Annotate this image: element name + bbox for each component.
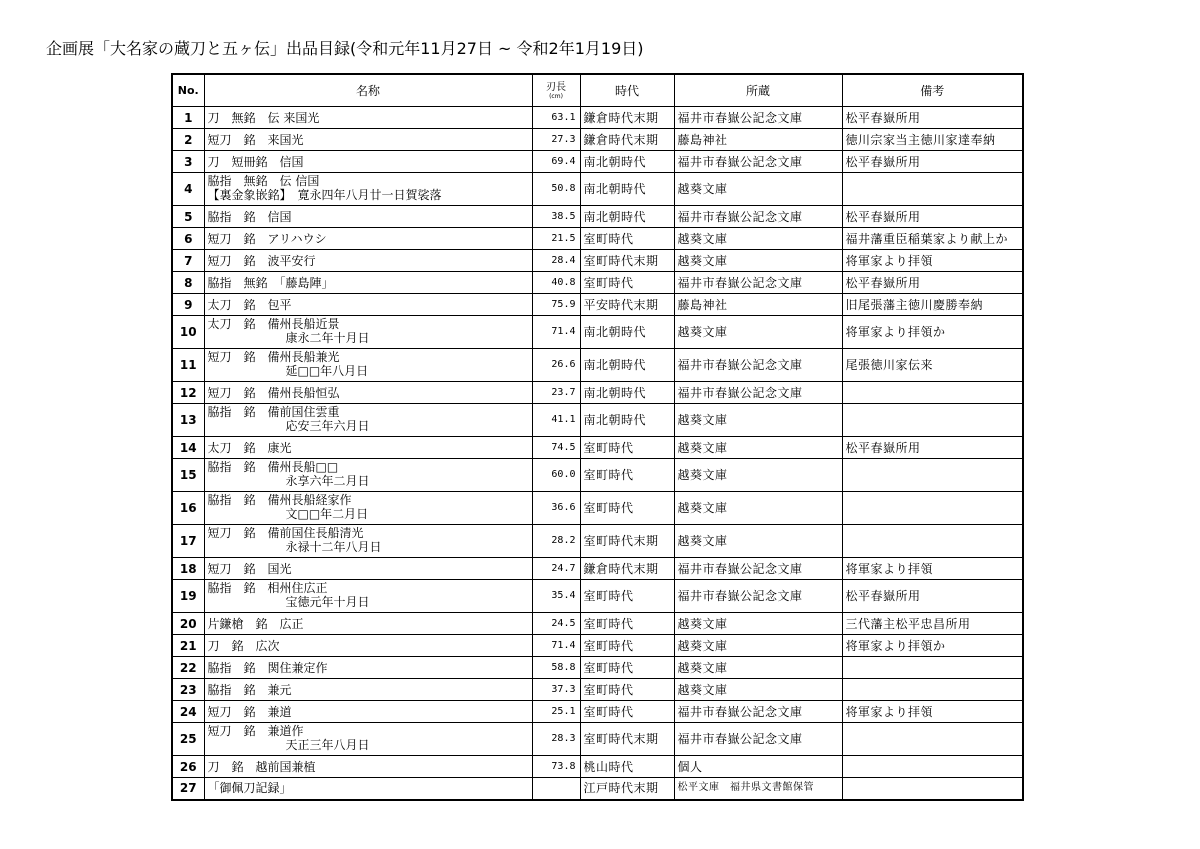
table-row bbox=[172, 701, 1023, 723]
table-row bbox=[172, 404, 1023, 437]
table-row bbox=[172, 613, 1023, 635]
row-name bbox=[204, 250, 532, 272]
header-length bbox=[532, 74, 580, 107]
row-name bbox=[204, 679, 532, 701]
row-name bbox=[204, 228, 532, 250]
row-no: 13 bbox=[172, 404, 204, 437]
row-owner: 福井市春嶽公記念文庫 bbox=[674, 701, 842, 723]
table-row bbox=[172, 206, 1023, 228]
row-owner: 越葵文庫 bbox=[674, 250, 842, 272]
table-row bbox=[172, 349, 1023, 382]
row-name bbox=[204, 316, 532, 349]
table-row bbox=[172, 723, 1023, 756]
row-name-line1: 短刀 銘 備州長船恒弘 bbox=[207, 385, 340, 400]
row-length: 73.8 bbox=[532, 756, 580, 778]
row-remarks bbox=[842, 459, 1023, 492]
table-row bbox=[172, 657, 1023, 679]
row-name bbox=[204, 701, 532, 723]
row-no: 8 bbox=[172, 272, 204, 294]
row-name-line1: 脇指 無銘 「藤島陣」 bbox=[207, 275, 334, 290]
row-owner: 越葵文庫 bbox=[674, 525, 842, 558]
row-no: 1 bbox=[172, 107, 204, 129]
row-name-line2: 延□□年八月日 bbox=[285, 364, 369, 378]
table-row bbox=[172, 173, 1023, 206]
row-remarks: 三代藩主松平忠昌所用 bbox=[842, 613, 1023, 635]
header-length-unit: (cm) bbox=[549, 92, 563, 100]
row-no: 21 bbox=[172, 635, 204, 657]
row-no: 11 bbox=[172, 349, 204, 382]
row-name-line1: 刀 短冊銘 信国 bbox=[207, 154, 304, 169]
row-length: 41.1 bbox=[532, 404, 580, 437]
row-period: 平安時代末期 bbox=[580, 294, 674, 316]
table-body bbox=[172, 107, 1023, 800]
row-name-line1: 脇指 銘 備前国住雲重 bbox=[207, 405, 340, 419]
row-name-line1: 短刀 銘 兼道作 bbox=[207, 724, 304, 738]
row-name bbox=[204, 349, 532, 382]
row-no: 3 bbox=[172, 151, 204, 173]
row-length: 71.4 bbox=[532, 316, 580, 349]
table-row bbox=[172, 272, 1023, 294]
row-owner: 越葵文庫 bbox=[674, 459, 842, 492]
row-length: 35.4 bbox=[532, 580, 580, 613]
row-period: 室町時代 bbox=[580, 580, 674, 613]
row-remarks bbox=[842, 778, 1023, 800]
row-owner: 越葵文庫 bbox=[674, 404, 842, 437]
row-name bbox=[204, 173, 532, 206]
row-length: 28.4 bbox=[532, 250, 580, 272]
row-length: 75.9 bbox=[532, 294, 580, 316]
row-period: 室町時代 bbox=[580, 492, 674, 525]
row-name-line1: 脇指 銘 備州長船□□ bbox=[207, 460, 339, 474]
row-period: 室町時代 bbox=[580, 635, 674, 657]
row-name-line1: 「御佩刀記録」 bbox=[207, 781, 292, 796]
row-remarks: 松平春嶽所用 bbox=[842, 107, 1023, 129]
row-name bbox=[204, 492, 532, 525]
row-name bbox=[204, 558, 532, 580]
row-name-line1: 短刀 銘 波平安行 bbox=[207, 253, 316, 268]
row-length: 38.5 bbox=[532, 206, 580, 228]
row-owner: 越葵文庫 bbox=[674, 437, 842, 459]
row-name bbox=[204, 459, 532, 492]
row-no: 6 bbox=[172, 228, 204, 250]
row-remarks: 将軍家より拝領 bbox=[842, 250, 1023, 272]
row-name-line1: 脇指 銘 兼元 bbox=[207, 682, 292, 697]
row-no: 5 bbox=[172, 206, 204, 228]
row-name-line2: 永禄十二年八月日 bbox=[285, 540, 382, 554]
row-owner: 福井市春嶽公記念文庫 bbox=[674, 382, 842, 404]
row-length: 25.1 bbox=[532, 701, 580, 723]
row-owner: 福井市春嶽公記念文庫 bbox=[674, 206, 842, 228]
row-owner: 福井市春嶽公記念文庫 bbox=[674, 580, 842, 613]
row-remarks: 旧尾張藩主徳川慶勝奉納 bbox=[842, 294, 1023, 316]
row-length: 21.5 bbox=[532, 228, 580, 250]
row-name-line2: 応安三年六月日 bbox=[285, 419, 370, 433]
row-owner: 藤島神社 bbox=[674, 129, 842, 151]
row-period: 鎌倉時代末期 bbox=[580, 129, 674, 151]
row-owner: 越葵文庫 bbox=[674, 679, 842, 701]
row-remarks bbox=[842, 525, 1023, 558]
row-name-line1: 脇指 銘 信国 bbox=[207, 209, 292, 224]
row-length: 37.3 bbox=[532, 679, 580, 701]
row-period: 室町時代 bbox=[580, 613, 674, 635]
row-name-line1: 脇指 無銘 伝 信国 bbox=[207, 174, 320, 188]
row-period: 室町時代末期 bbox=[580, 250, 674, 272]
table-row bbox=[172, 778, 1023, 800]
row-remarks: 松平春嶽所用 bbox=[842, 206, 1023, 228]
row-name-line1: 脇指 銘 相州住広正 bbox=[207, 581, 328, 595]
row-name-line1: 短刀 銘 兼道 bbox=[207, 704, 292, 719]
header-period: 時代 bbox=[580, 74, 674, 107]
row-remarks: 将軍家より拝領 bbox=[842, 701, 1023, 723]
row-owner: 福井市春嶽公記念文庫 bbox=[674, 558, 842, 580]
row-period: 室町時代末期 bbox=[580, 525, 674, 558]
row-name bbox=[204, 206, 532, 228]
row-name-line1: 刀 無銘 伝 来国光 bbox=[207, 110, 320, 125]
table-row bbox=[172, 679, 1023, 701]
table-row bbox=[172, 129, 1023, 151]
row-no: 12 bbox=[172, 382, 204, 404]
row-length: 24.7 bbox=[532, 558, 580, 580]
row-remarks bbox=[842, 382, 1023, 404]
row-name-line2: 文□□年二月日 bbox=[285, 507, 369, 521]
row-length: 63.1 bbox=[532, 107, 580, 129]
row-length: 40.8 bbox=[532, 272, 580, 294]
row-period: 室町時代 bbox=[580, 272, 674, 294]
page-title: 企画展「大名家の蔵刀と五ヶ伝」出品目録(令和元年11月27日 ~ 令和2年1月19日) bbox=[46, 39, 644, 58]
row-name-line1: 刀 銘 広次 bbox=[207, 638, 280, 653]
row-period: 桃山時代 bbox=[580, 756, 674, 778]
row-name bbox=[204, 613, 532, 635]
table-row bbox=[172, 756, 1023, 778]
row-remarks: 松平春嶽所用 bbox=[842, 580, 1023, 613]
row-owner: 福井市春嶽公記念文庫 bbox=[674, 723, 842, 756]
row-name-line1: 刀 銘 越前国兼植 bbox=[207, 759, 316, 774]
row-period: 南北朝時代 bbox=[580, 382, 674, 404]
table-row bbox=[172, 228, 1023, 250]
row-no: 7 bbox=[172, 250, 204, 272]
row-name bbox=[204, 382, 532, 404]
table-row bbox=[172, 294, 1023, 316]
row-remarks: 将軍家より拝領か bbox=[842, 635, 1023, 657]
row-length: 27.3 bbox=[532, 129, 580, 151]
row-name bbox=[204, 635, 532, 657]
row-name-line2: 永享六年二月日 bbox=[285, 474, 370, 488]
row-length: 28.2 bbox=[532, 525, 580, 558]
row-name-line1: 太刀 銘 包平 bbox=[207, 297, 292, 312]
row-no: 16 bbox=[172, 492, 204, 525]
row-no: 2 bbox=[172, 129, 204, 151]
row-name-line1: 片鎌槍 銘 広正 bbox=[207, 616, 304, 631]
row-name bbox=[204, 404, 532, 437]
row-period: 江戸時代末期 bbox=[580, 778, 674, 800]
row-no: 14 bbox=[172, 437, 204, 459]
row-period: 鎌倉時代末期 bbox=[580, 558, 674, 580]
row-length: 23.7 bbox=[532, 382, 580, 404]
row-no: 4 bbox=[172, 173, 204, 206]
row-remarks bbox=[842, 723, 1023, 756]
row-name-line2: 天正三年八月日 bbox=[285, 738, 370, 752]
row-name bbox=[204, 756, 532, 778]
row-length: 36.6 bbox=[532, 492, 580, 525]
row-remarks bbox=[842, 657, 1023, 679]
exhibit-list-table bbox=[171, 73, 1024, 801]
table-row bbox=[172, 151, 1023, 173]
row-remarks: 松平春嶽所用 bbox=[842, 437, 1023, 459]
row-name bbox=[204, 437, 532, 459]
row-owner: 福井市春嶽公記念文庫 bbox=[674, 107, 842, 129]
row-no: 22 bbox=[172, 657, 204, 679]
row-period: 南北朝時代 bbox=[580, 404, 674, 437]
row-period: 室町時代 bbox=[580, 701, 674, 723]
row-length: 69.4 bbox=[532, 151, 580, 173]
row-name bbox=[204, 723, 532, 756]
row-name bbox=[204, 580, 532, 613]
row-name bbox=[204, 294, 532, 316]
row-name-line1: 短刀 銘 備前国住長船清光 bbox=[207, 526, 364, 540]
row-length: 60.0 bbox=[532, 459, 580, 492]
row-owner: 個人 bbox=[674, 756, 842, 778]
row-remarks: 福井藩重臣稲葉家より献上か bbox=[842, 228, 1023, 250]
row-no: 20 bbox=[172, 613, 204, 635]
row-name-line2: 【裏金象嵌銘】 寛永四年八月廿一日賀裟落 bbox=[207, 188, 442, 202]
row-name bbox=[204, 657, 532, 679]
table-row bbox=[172, 459, 1023, 492]
row-owner: 越葵文庫 bbox=[674, 173, 842, 206]
row-name bbox=[204, 107, 532, 129]
row-length: 24.5 bbox=[532, 613, 580, 635]
row-owner: 越葵文庫 bbox=[674, 657, 842, 679]
header-length-label: 刃長 bbox=[546, 81, 566, 93]
row-name-line2: 宝徳元年十月日 bbox=[285, 595, 370, 609]
header-owner: 所蔵 bbox=[674, 74, 842, 107]
row-remarks: 松平春嶽所用 bbox=[842, 272, 1023, 294]
table-row bbox=[172, 382, 1023, 404]
row-length: 50.8 bbox=[532, 173, 580, 206]
row-no: 17 bbox=[172, 525, 204, 558]
row-period: 室町時代 bbox=[580, 228, 674, 250]
row-remarks bbox=[842, 404, 1023, 437]
row-no: 15 bbox=[172, 459, 204, 492]
row-owner: 越葵文庫 bbox=[674, 613, 842, 635]
row-no: 26 bbox=[172, 756, 204, 778]
row-length bbox=[532, 778, 580, 800]
row-name-line1: 短刀 銘 来国光 bbox=[207, 132, 304, 147]
row-period: 南北朝時代 bbox=[580, 206, 674, 228]
row-name bbox=[204, 778, 532, 800]
row-length: 71.4 bbox=[532, 635, 580, 657]
row-period: 室町時代 bbox=[580, 459, 674, 492]
row-period: 室町時代 bbox=[580, 437, 674, 459]
row-no: 18 bbox=[172, 558, 204, 580]
row-remarks: 松平春嶽所用 bbox=[842, 151, 1023, 173]
row-owner: 藤島神社 bbox=[674, 294, 842, 316]
row-owner: 福井市春嶽公記念文庫 bbox=[674, 349, 842, 382]
row-name bbox=[204, 525, 532, 558]
row-remarks: 尾張徳川家伝来 bbox=[842, 349, 1023, 382]
row-period: 南北朝時代 bbox=[580, 151, 674, 173]
row-name-line1: 短刀 銘 備州長船兼光 bbox=[207, 350, 340, 364]
row-owner: 越葵文庫 bbox=[674, 228, 842, 250]
row-remarks bbox=[842, 679, 1023, 701]
table-row bbox=[172, 492, 1023, 525]
row-owner: 越葵文庫 bbox=[674, 635, 842, 657]
row-name-line1: 短刀 銘 国光 bbox=[207, 561, 292, 576]
header-remarks: 備考 bbox=[842, 74, 1023, 107]
row-period: 南北朝時代 bbox=[580, 173, 674, 206]
header-name: 名称 bbox=[204, 74, 532, 107]
row-remarks bbox=[842, 756, 1023, 778]
row-period: 鎌倉時代末期 bbox=[580, 107, 674, 129]
row-name bbox=[204, 151, 532, 173]
row-name-line2: 康永二年十月日 bbox=[285, 331, 370, 345]
row-period: 南北朝時代 bbox=[580, 349, 674, 382]
row-name bbox=[204, 272, 532, 294]
row-no: 24 bbox=[172, 701, 204, 723]
table-row bbox=[172, 250, 1023, 272]
row-period: 室町時代 bbox=[580, 657, 674, 679]
row-remarks bbox=[842, 173, 1023, 206]
row-name-line1: 脇指 銘 関住兼定作 bbox=[207, 660, 328, 675]
row-period: 室町時代末期 bbox=[580, 723, 674, 756]
row-no: 9 bbox=[172, 294, 204, 316]
row-length: 74.5 bbox=[532, 437, 580, 459]
row-owner: 福井市春嶽公記念文庫 bbox=[674, 272, 842, 294]
header-no: No. bbox=[172, 74, 204, 107]
table-row bbox=[172, 107, 1023, 129]
row-no: 19 bbox=[172, 580, 204, 613]
table-header-row bbox=[172, 74, 1023, 107]
row-owner: 越葵文庫 bbox=[674, 316, 842, 349]
row-length: 28.3 bbox=[532, 723, 580, 756]
row-owner: 福井市春嶽公記念文庫 bbox=[674, 151, 842, 173]
table-row bbox=[172, 635, 1023, 657]
row-no: 25 bbox=[172, 723, 204, 756]
row-name-line1: 短刀 銘 アリハウシ bbox=[207, 231, 327, 246]
table-row bbox=[172, 580, 1023, 613]
table-row bbox=[172, 558, 1023, 580]
row-no: 27 bbox=[172, 778, 204, 800]
row-name-line1: 脇指 銘 備州長船経家作 bbox=[207, 493, 352, 507]
row-length: 26.6 bbox=[532, 349, 580, 382]
row-remarks: 将軍家より拝領か bbox=[842, 316, 1023, 349]
table-row bbox=[172, 316, 1023, 349]
row-name-line1: 太刀 銘 康光 bbox=[207, 440, 292, 455]
row-remarks: 徳川宗家当主徳川家達奉納 bbox=[842, 129, 1023, 151]
row-no: 10 bbox=[172, 316, 204, 349]
row-remarks: 将軍家より拝領 bbox=[842, 558, 1023, 580]
row-length: 58.8 bbox=[532, 657, 580, 679]
row-no: 23 bbox=[172, 679, 204, 701]
row-name-line1: 太刀 銘 備州長船近景 bbox=[207, 317, 340, 331]
table-row bbox=[172, 525, 1023, 558]
row-owner: 越葵文庫 bbox=[674, 492, 842, 525]
row-name bbox=[204, 129, 532, 151]
table-row bbox=[172, 437, 1023, 459]
row-period: 南北朝時代 bbox=[580, 316, 674, 349]
row-remarks bbox=[842, 492, 1023, 525]
row-period: 室町時代 bbox=[580, 679, 674, 701]
row-owner: 松平文庫 福井県文書館保管 bbox=[674, 778, 842, 800]
